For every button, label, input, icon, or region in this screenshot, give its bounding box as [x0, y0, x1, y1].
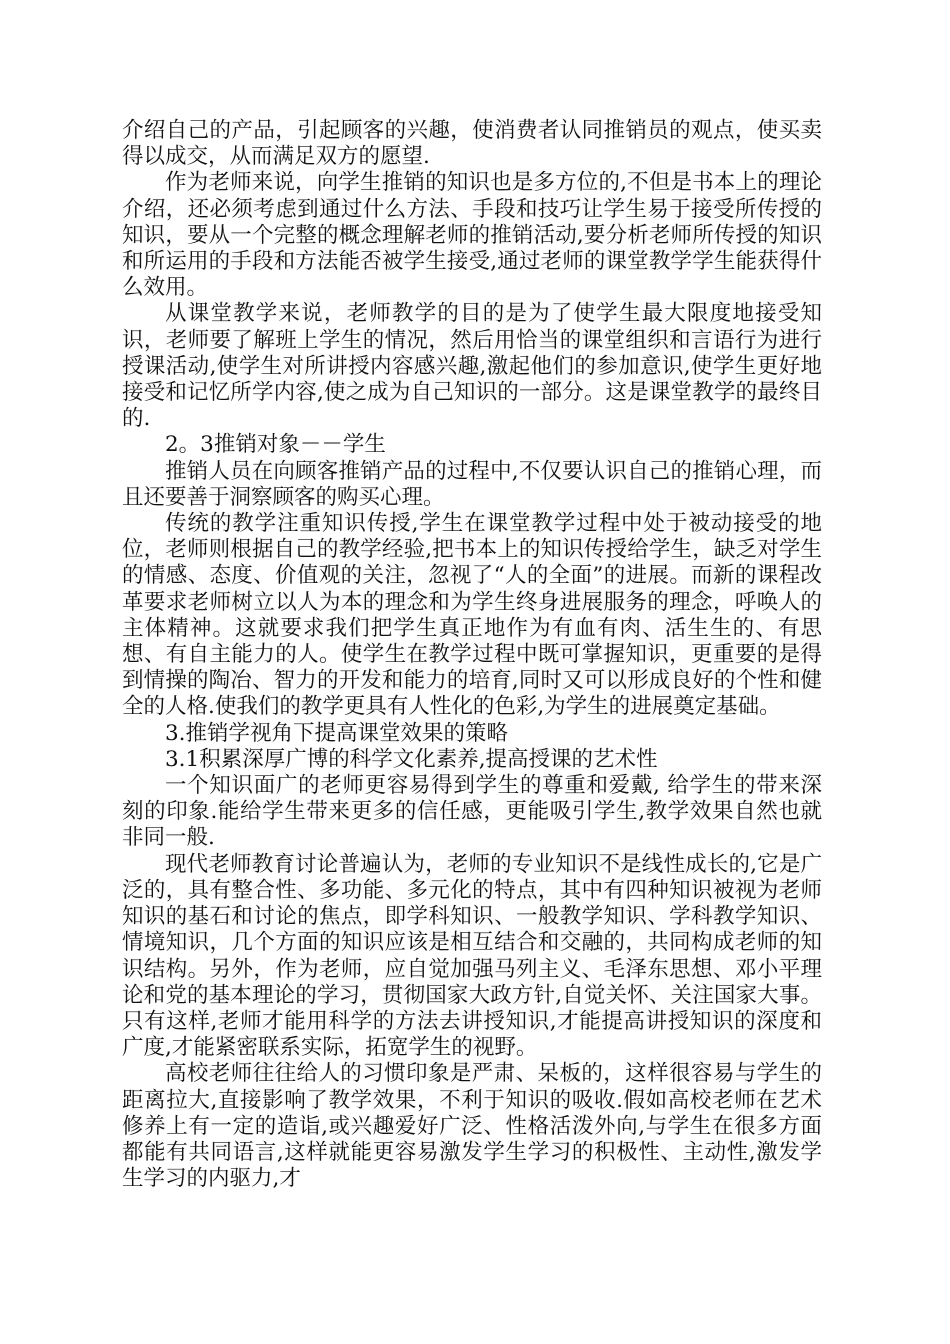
paragraph-modern-teacher-knowledge: 现代老师教育讨论普遍认为，老师的专业知识不是线性成长的,它是广泛的，具有整合性、多功能、多元化的特点，其中有四种知识被视为老师知识的基石和讨论的焦点，即学科知识、一般教学知识、学科教学知识、情境知识，几个方面的知识应该是相互结合和交融的，共同构成老师的知识结构。另外，作为老师，应自觉加强马列主义、毛泽东思想、邓小平理论和党的基本理论的学习，贯彻国家大政方针,自觉关怀、关注国家大事。只有这样,老师才能用科学的方法去讲授知识,才能提高讲授知识的深度和广度,才能紧密联系实际，拓宽学生的视野。: [122, 851, 822, 1061]
paragraph-classroom-teaching: 从课堂教学来说，老师教学的目的是为了使学生最大限度地接受知识，老师要了解班上学生的情况，然后用恰当的课堂组织和言语行为进行授课活动,使学生对所讲授内容感兴趣,激起他们的参加意识,使学生更好地接受和记忆所学内容,使之成为自己知识的一部分。这是课堂教学的最终目的.: [122, 301, 822, 432]
paragraph-traditional-teaching: 传统的教学注重知识传授,学生在课堂教学过程中处于被动接受的地位，老师则根据自己的教学经验,把书本上的知识传授给学生，缺乏对学生的情感、态度、价值观的关注，忽视了“人的全面”的进展。而新的课程改革要求老师树立以人为本的理念和为学生终身进展服务的理念，呼唤人的主体精神。这就要求我们把学生真正地作为有血有肉、活生生的、有思想、有自主能力的人。使学生在教学过程中既可掌握知识，更重要的是得到情操的陶冶、智力的开发和能力的培育,同时又可以形成良好的个性和健全的人格.使我们的教学更具有人性化的色彩,为学生的进展奠定基础。: [122, 511, 822, 720]
paragraph-continued-intro: 介绍自己的产品，引起顾客的兴趣，使消费者认同推销员的观点，使买卖得以成交，从而满足双方的愿望.: [122, 118, 822, 170]
section-heading-3-1: 3.1积累深厚广博的科学文化素养,提高授课的艺术性: [165, 746, 658, 772]
paragraph-sales-psychology: 推销人员在向顾客推销产品的过程中,不仅要认识自己的推销心理，而且还要善于洞察顾客的购买心理。: [122, 458, 822, 510]
paragraph-broad-knowledge: 一个知识面广的老师更容易得到学生的尊重和爱戴, 给学生的带来深刻的印象.能给学生带来更多的信任感，更能吸引学生,教学效果自然也就非同一般.: [122, 773, 822, 851]
document-body: [122, 118, 822, 1192]
section-heading-3: 3.推销学视角下提高课堂效果的策略: [165, 720, 509, 746]
paragraph-university-teachers: 高校老师往往给人的习惯印象是严肃、呆板的，这样很容易与学生的距离拉大,直接影响了教学效果，不利于知识的吸收.假如高校老师在艺术修养上有一定的造诣,或兴趣爱好广泛、性格活泼外向,与学生在很多方面都能有共同语言,这样就能更容易激发学生学习的积极性、主动性,激发学生学习的内驱力,才: [122, 1061, 822, 1192]
section-heading-2-3: 2。3推销对象－－学生: [165, 432, 386, 458]
paragraph-teacher-as-seller: 作为老师来说，向学生推销的知识也是多方位的,不但是书本上的理论介绍，还必须考虑到通过什么方法、手段和技巧让学生易于接受所传授的知识，要从一个完整的概念理解老师的推销活动,要分析老师所传授的知识和所运用的手段和方法能否被学生接受,通过老师的课堂教学学生能获得什么效用。: [122, 170, 822, 301]
